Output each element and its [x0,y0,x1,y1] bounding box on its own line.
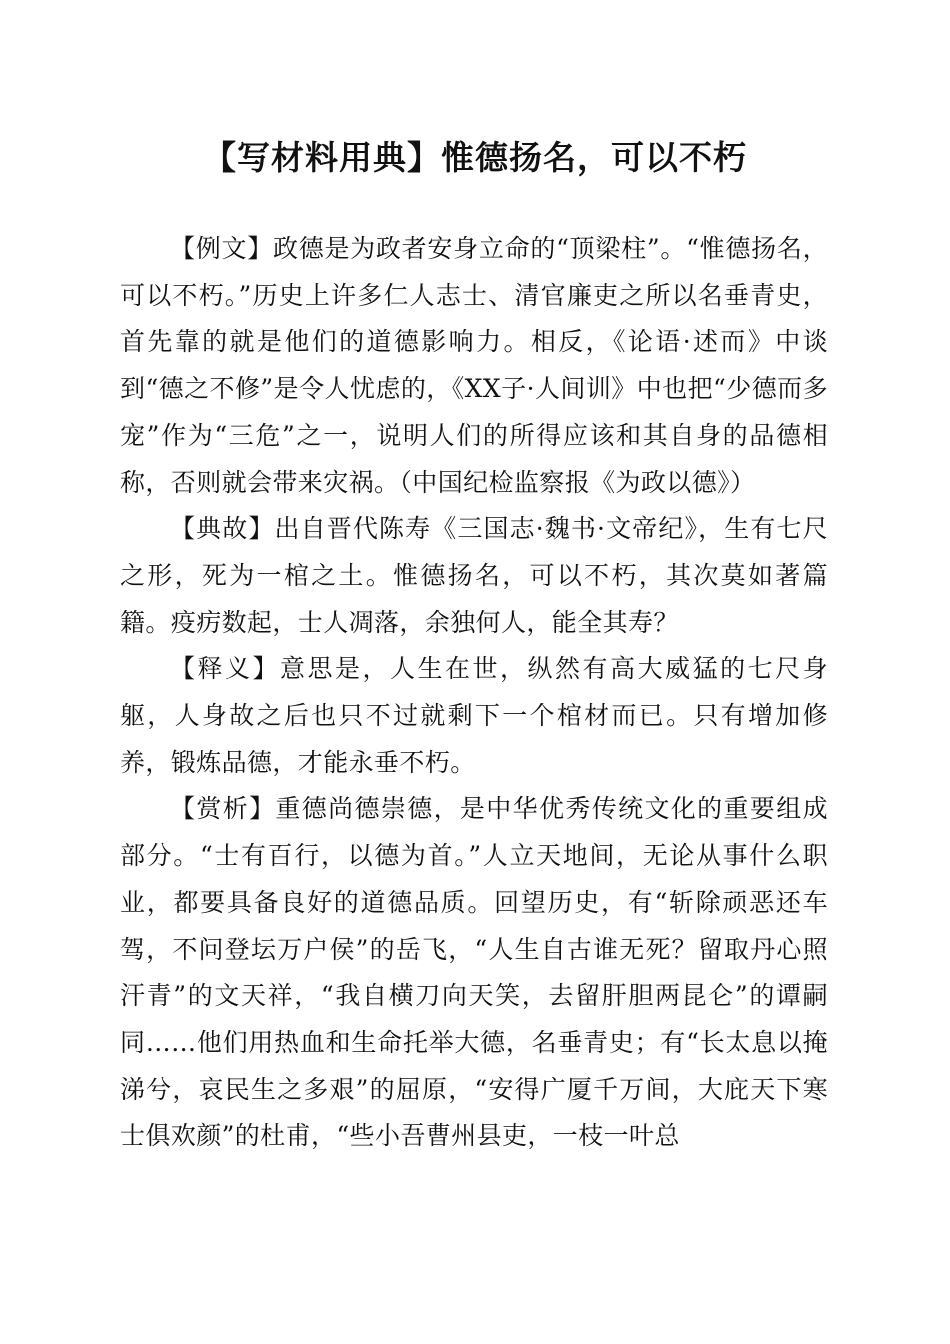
paragraph-allusion: 【典故】出自晋代陈寿《三国志·魏书·文帝纪》，生有七尺之形，死为一棺之土。惟德扬名，可以不朽，其次莫如著篇籍。疫疠数起，士人凋落，余独何人，能全其寿？ [120,514,828,637]
paragraph-appreciation: 【赏析】重德尚德崇德，是中华优秀传统文化的重要组成部分。“士有百行，以德为首。”人立天地间，无论从事什么职业，都要具备良好的道德品质。回望历史，有“斩除顽恶还车驾，不问登坛万户侯”的岳飞，“人生自古谁无死？留取丹心照汗青”的文天祥，“我自横刀向天笑，去留肝胆两昆仑”的谭嗣同……他们用热血和生命托举大德，名垂青史；有“长太息以掩涕兮，哀民生之多艰”的屈原，“安得广厦千万间，大庇天下寒士俱欢颜”的杜甫，“些小吾曹州县吏，一枝一叶总 [120,794,828,1151]
paragraph-example: 【例文】政德是为政者安身立命的“顶梁柱”。“惟德扬名，可以不朽。”历史上许多仁人志士、清官廉吏之所以名垂青史，首先靠的就是他们的道德影响力。相反，《论语·述而》中谈到“德之不修”是令人忧虑的，《XX子·人间训》中也把“少德而多宠”作为“三危”之一，说明人们的所得应该和其自身的品德相称，否则就会带来灾祸。（中国纪检监察报《为政以德》） [120,234,828,497]
document-body [120,226,828,1160]
document-title: 【写材料用典】惟德扬名，可以不朽 [203,138,747,177]
paragraph-interpretation: 【释义】意思是，人生在世，纵然有高大威猛的七尺身躯，人身故之后也只不过就剩下一个棺材而已。只有增加修养，锻炼品德，才能永垂不朽。 [120,654,828,777]
